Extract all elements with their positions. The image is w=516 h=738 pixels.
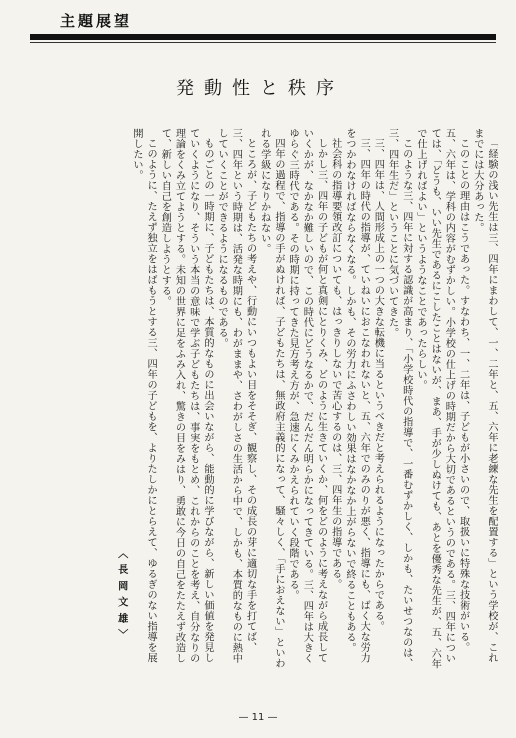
- header-rule-thick: [30, 34, 496, 40]
- article-body: [58, 128, 498, 672]
- paragraph: このような三、四年に対する認識が高まり、「小学校時代の指導で、一番むずかしく、しかも、たいせつなのは、三、四年生だ」ということに気づいてきた。: [386, 128, 412, 669]
- header-rule-thin: [30, 42, 496, 43]
- paragraph: ところが、子どもたちの考えや、行動にいつもよい目をそそぎ、観察し、その成長の芽に適切な手を打てば、三、四年という時期は、活発な時期にも、わがままや、さわがしさの生活から中で、しかも、本質的なものに熱中していくことができるようになるものである。: [216, 128, 256, 664]
- paragraph: ものごとの一時期に、子どもたちは、本質的なものに出会いながら、能動的に学びながら、新しい価値を発見していくようになり、そういう本当の意味で学ぶ子どもたちは、事実をもとめ、これからのことを考え、自分なりの理論をくみ立てようとする。未知の世界に足をふみ入れ、驚きの目をみはり、勇敢に今日の自己をたたえず改造して、新しい自己を創造しようとする。: [159, 128, 213, 664]
- paragraph: 三、四年は、人間形成上の一つの大きな転機に当るというべきだと考えられるようになったからである。: [372, 138, 384, 632]
- author-signature: 〈長岡文雄〉: [115, 548, 128, 646]
- paragraph: このことの理由はこうであった。すなわち、一、二年は、子どもが小さいので、取扱いに特殊な技術がいる。五、六年は、学科の内容がむずかしい。小学校の仕上げの時期だから大切であるというのである。三、四年については、「どうも、いい先生であるにこしたことはないが、まあ、手が少しぬけても、あとを優秀な先生が、五、六年で仕上げればよい」というようなことであったらしい。: [414, 128, 469, 669]
- paragraph: 社会科の指導要領改訂についても、はっきりしないで苦心するのは、三、四年生の指導である。: [329, 138, 341, 590]
- paragraph: 「経験の浅い先生は三、四年にまわして、一、二年と、五、六年に老練な先生を配置する」という学校が、これまでには大分あった。: [471, 128, 497, 664]
- paragraph: 四年の過程で、指導の手がぬければ、子どもたちは、無政府主義的になって、騒々しく、「手におえない」といわれる学級になりかねない。: [258, 128, 284, 669]
- paragraph: 三、四年の時代の指導が、ていねいにおこなわれないと、五、六年でのみのりが悪く、指導にも、ばく大な労力をつかわなければならなくなる。しかも、その労力にふさわしい効果はなかなか上がらないで終ることもある。: [343, 128, 370, 664]
- page-number: — 11 —: [238, 712, 278, 723]
- article-title: 発動性と秩序: [176, 78, 344, 99]
- paragraph: このように、たえず独立をはばもうとする三、四年の子どもを、よりたしかにとらえて、ゆるぎのない指導を展開したい。: [130, 128, 157, 664]
- section-title: 主題展望: [60, 12, 133, 30]
- paragraph: しかし三、四年の子どもが何と真剣にとりくみ、どのように生きていくか、何をどのように考えながら成長していくかが、なかなか難しいので、この時代にどうなるかで、だんだん明らかになってきている。三、四年は大きくゆらぐ三時代である。その時期に持ってきた見方考え方が、急速にくみかえられていく段階である。: [287, 128, 327, 664]
